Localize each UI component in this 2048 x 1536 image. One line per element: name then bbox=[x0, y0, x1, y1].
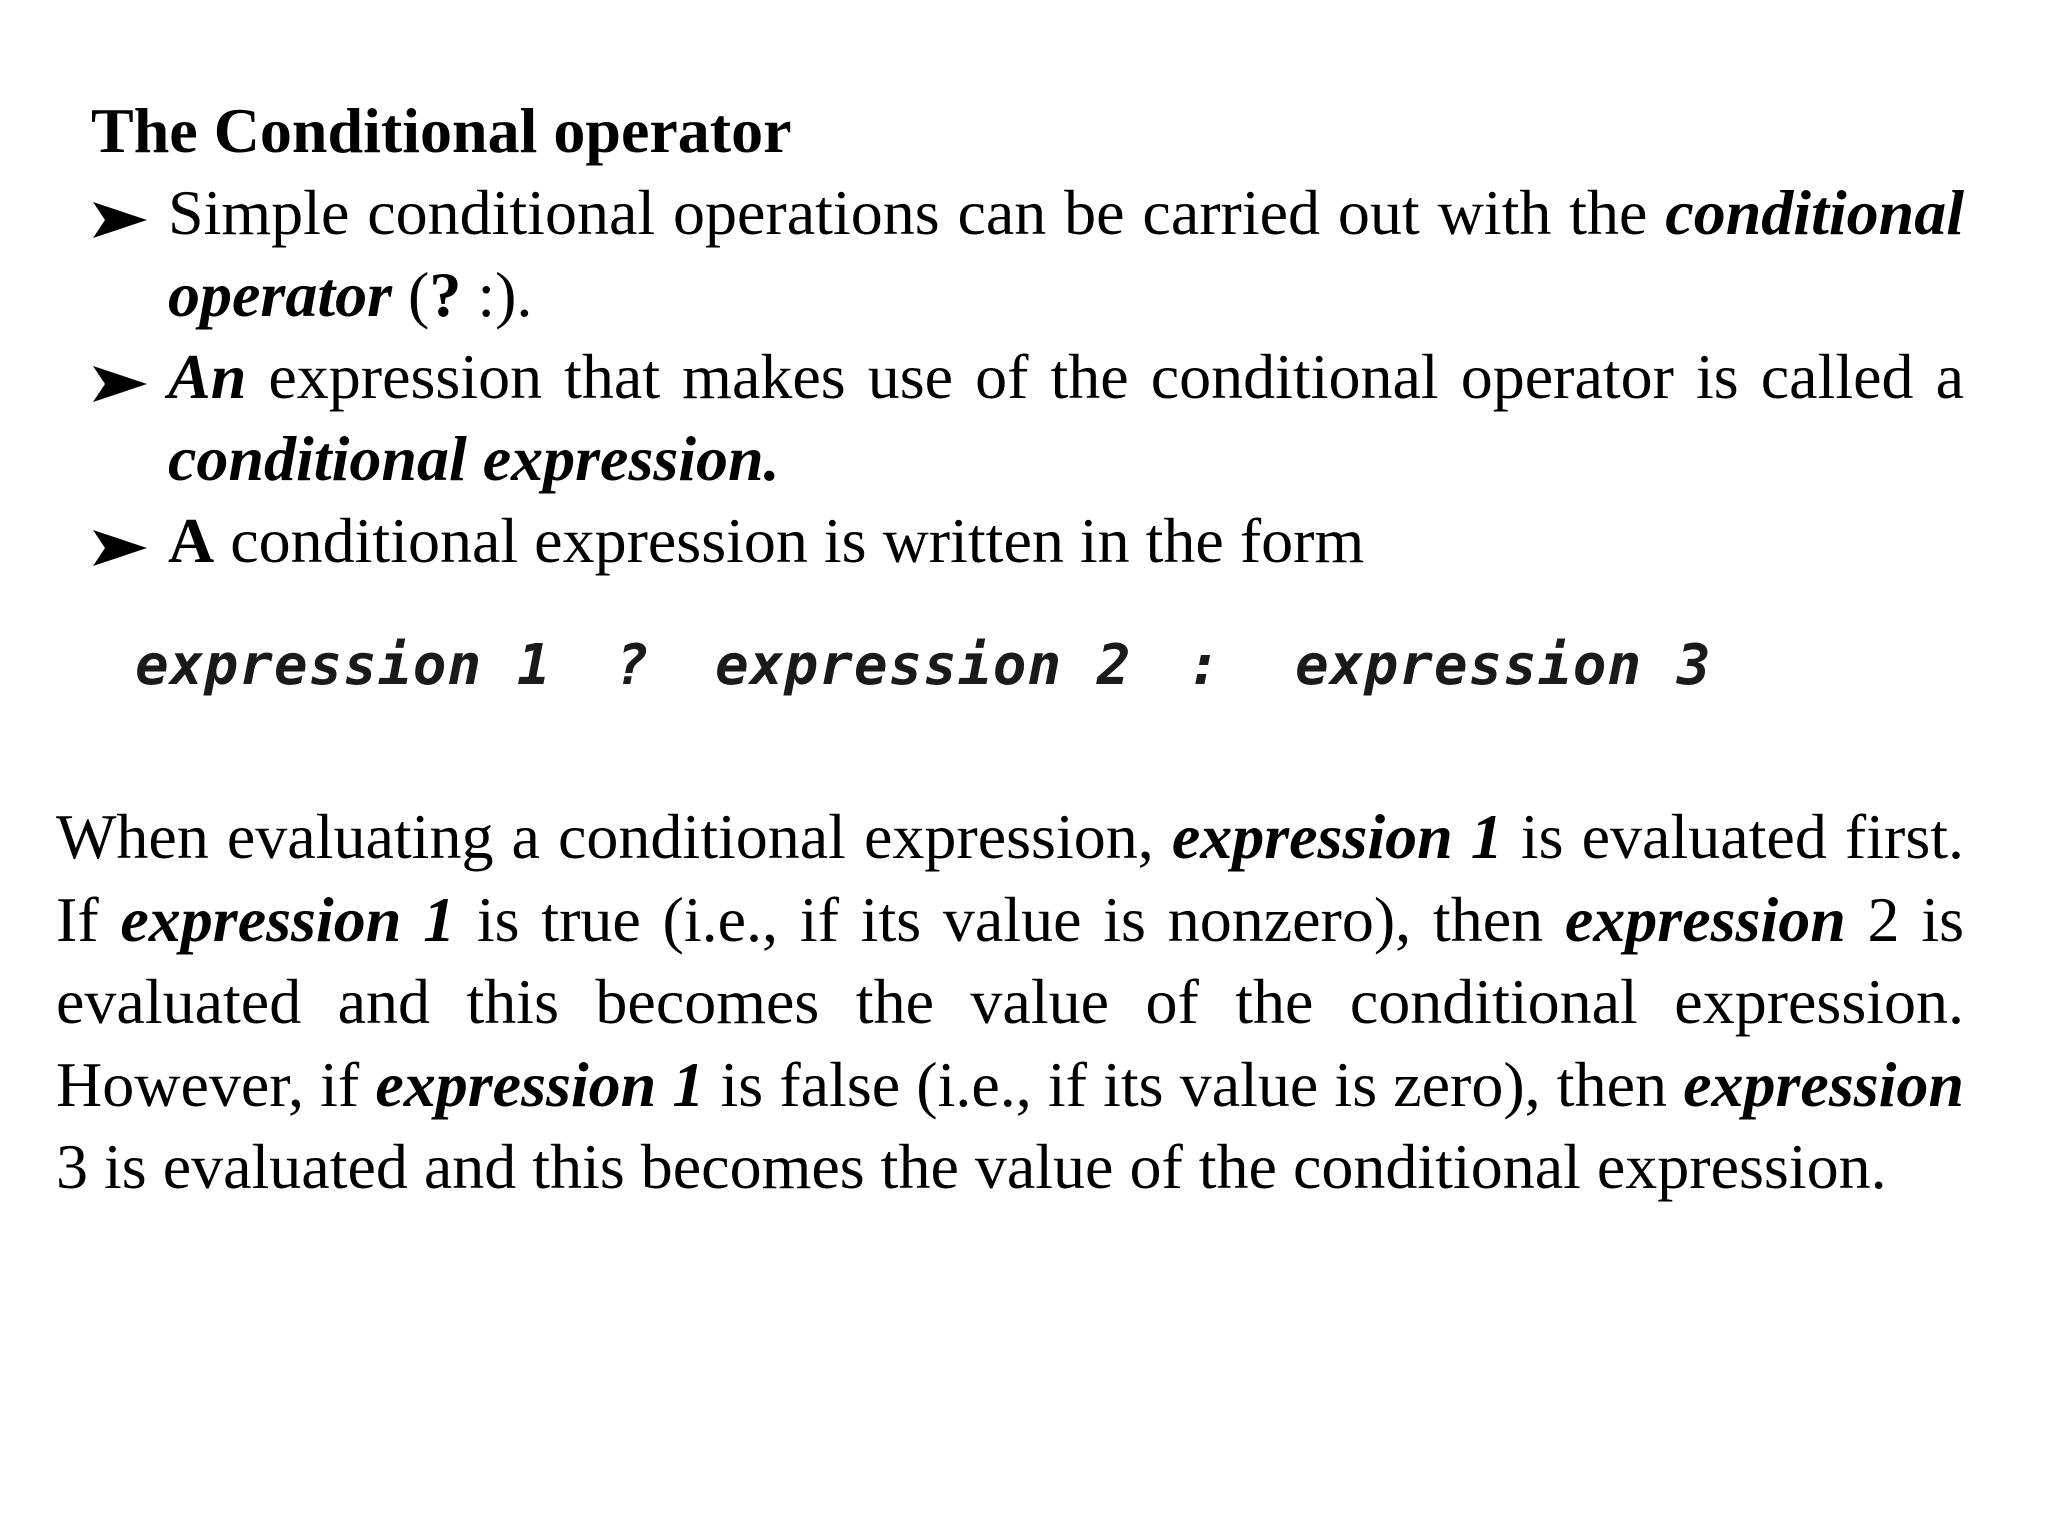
bullet-text bbox=[168, 341, 1964, 494]
conditional-expression-syntax bbox=[135, 624, 1712, 708]
bullet-text bbox=[168, 505, 1364, 576]
text-run: Simple conditional operations can be carried out with the bbox=[168, 177, 1666, 248]
text-run: expression 1 bbox=[120, 883, 456, 955]
text-run: ( bbox=[392, 259, 430, 330]
formula-expression-2: expression 2 bbox=[715, 633, 1132, 698]
text-run: A bbox=[168, 505, 215, 576]
text-run: is evaluated first. If bbox=[56, 801, 1965, 955]
text-run: expression that makes use of the conditional operator is called a bbox=[246, 341, 1964, 412]
bullet-text bbox=[168, 177, 1964, 330]
text-run: :). bbox=[461, 259, 533, 330]
explanation-paragraph bbox=[56, 796, 1964, 1209]
bullet-item bbox=[91, 172, 1964, 336]
arrowhead-bullet-icon bbox=[91, 364, 149, 404]
text-run: 2 is evaluated and this becomes the value of the conditional expression. However, if bbox=[56, 883, 1964, 1120]
bullet-list bbox=[91, 172, 1964, 582]
text-run: expression bbox=[1564, 883, 1846, 955]
text-run: expression bbox=[1683, 1048, 1964, 1120]
bullet-item bbox=[91, 500, 1964, 582]
text-run: When evaluating a conditional expression, bbox=[56, 801, 1172, 872]
text-run: is true (i.e., if its value is nonzero), then bbox=[455, 883, 1565, 955]
text-run: conditional expression is written in the form bbox=[214, 505, 1365, 576]
formula-colon: : bbox=[1187, 633, 1222, 698]
formula-expression-3: expression 3 bbox=[1295, 633, 1712, 698]
text-run: conditional expression. bbox=[168, 423, 780, 494]
text-run: is false (i.e., if its value is zero), then bbox=[704, 1048, 1684, 1120]
slide-title: The Conditional operator bbox=[91, 95, 792, 166]
text-run: 3 is evaluated and this becomes the value of the conditional expression. bbox=[56, 1131, 1887, 1202]
bullet-item bbox=[91, 336, 1964, 500]
formula-expression-1: expression 1 bbox=[135, 633, 552, 698]
text-run: expression 1 bbox=[375, 1048, 705, 1120]
text-run: An bbox=[168, 341, 247, 412]
text-run: conditional operator bbox=[168, 177, 1964, 330]
formula-question-mark: ? bbox=[615, 633, 650, 698]
text-run: ? bbox=[429, 259, 462, 330]
arrowhead-bullet-icon bbox=[91, 200, 149, 240]
text-run: expression 1 bbox=[1171, 801, 1503, 872]
arrowhead-bullet-icon bbox=[91, 528, 149, 568]
